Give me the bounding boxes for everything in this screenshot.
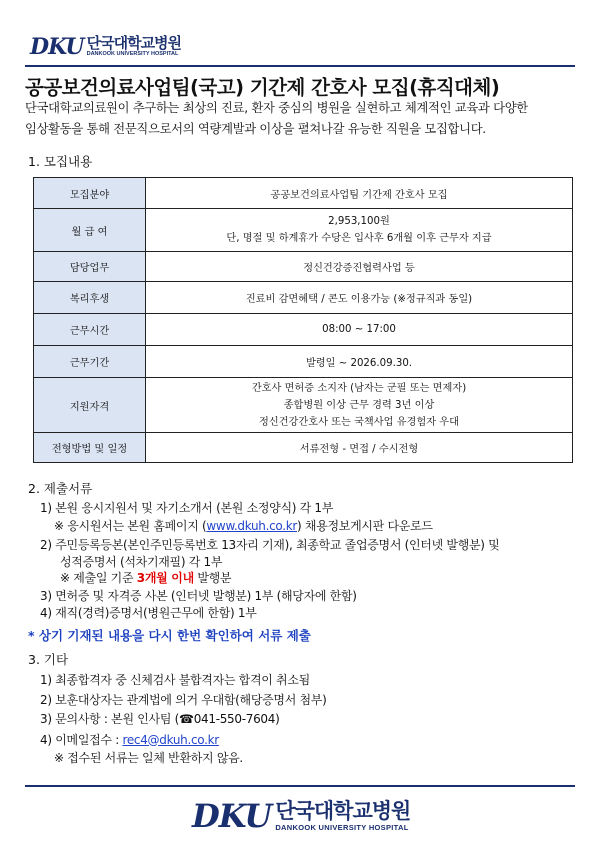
dku-logo-mark: DKU (192, 797, 272, 835)
intro-line: 임상활동을 통해 전문직으로서의 역량계발과 이상을 펼쳐나갈 유능한 직원을 모집합니다. (25, 122, 486, 136)
notice-text: * 상기 기재된 내용을 다시 한번 확인하여 서류 제출 (28, 628, 311, 643)
table-value: 공공보건의료사업팀 기간제 간호사 모집 (146, 178, 573, 209)
section-1-title: 1. 모집내용 (28, 154, 93, 169)
table-value: 2,953,100원 단, 명절 및 하계휴가 수당은 입사후 6개월 이후 근무자 지급 (146, 209, 573, 252)
document-item: 1) 본원 응시지원서 및 자기소개서 (본원 소정양식) 각 1부 (40, 501, 334, 515)
table-row (34, 209, 573, 252)
etc-item: 1) 최종합격자 중 신체검사 불합격자는 합격이 취소됨 (40, 673, 310, 687)
etc-item: 3) 문의사항 : 본원 인사팀 (☎041-550-7604) (40, 712, 280, 726)
table-label: 전형방법 및 일정 (34, 433, 146, 463)
document-item: 2) 주민등록등본(본인주민등록번호 13자리 기재), 최종학교 졸업증명서 (인터넷 발행분) 및 (40, 538, 500, 552)
table-label: 담당업무 (34, 252, 146, 282)
footer-rule (25, 785, 575, 787)
section-2-title: 2. 제출서류 (28, 481, 93, 496)
dku-logo-mark: DKU (30, 34, 84, 60)
hospital-name: 단국대학교병원 (86, 34, 182, 53)
table-value: 간호사 면허증 소지자 (남자는 군필 또는 면제자) 종합병원 이상 근무 경력 3년 이상 정신건강간호사 또는 국책사업 유경험자 우대 (146, 378, 573, 433)
footer-logo (192, 797, 410, 835)
table-label: 복리후생 (34, 282, 146, 314)
table-value: 08:00 ~ 17:00 (146, 314, 573, 346)
hospital-name-english: DANKOOK UNIVERSITY HOSPITAL (275, 822, 409, 832)
table-label: 모집분야 (34, 178, 146, 209)
table-value: 발령일 ~ 2026.09.30. (146, 346, 573, 378)
documents-list (40, 500, 499, 622)
intro-text (25, 98, 585, 140)
table-value: 서류전형 - 면접 / 수시전형 (146, 433, 573, 463)
table-row (34, 178, 573, 209)
table-value: 진료비 감면혜택 / 콘도 이용가능 (※정규직과 동일) (146, 282, 573, 314)
document-item: 3) 면허증 및 자격증 사본 (인터넷 발행분) 1부 (해당자에 한함) (40, 588, 357, 603)
etc-note: ※ 접수된 서류는 일체 반환하지 않음. (54, 751, 243, 765)
header-logo (30, 34, 181, 60)
homepage-link[interactable]: www.dkuh.co.kr (206, 518, 298, 533)
table-row (34, 314, 573, 346)
deadline-highlight: 3개월 이내 (136, 571, 194, 585)
table-row (34, 346, 573, 378)
intro-line: 단국대학교의료원이 추구하는 최상의 진료, 환자 중심의 병원을 실현하고 체계적인 교육과 다양한 (25, 101, 528, 115)
hospital-name-english: DANKOOK UNIVERSITY HOSPITAL (86, 51, 179, 58)
table-label: 월 급 여 (34, 209, 146, 252)
etc-list (40, 671, 326, 768)
table-value: 정신건강증진협력사업 등 (146, 252, 573, 282)
table-row (34, 378, 573, 433)
table-row (34, 433, 573, 463)
document-note: ※ 제출일 기준 3개월 이내 발행분 (60, 571, 232, 585)
table-label: 지원자격 (34, 378, 146, 433)
recruitment-table (33, 177, 573, 463)
table-row (34, 252, 573, 282)
header-rule (25, 65, 575, 67)
section-3-title: 3. 기타 (28, 652, 69, 667)
etc-item: 4) 이메일접수 : rec4@dkuh.co.kr (40, 732, 219, 747)
table-label: 근무시간 (34, 314, 146, 346)
hospital-name: 단국대학교병원 (275, 798, 411, 823)
document-item-continued: 성적증명서 (석차기재필) 각 1부 (60, 554, 223, 569)
table-row (34, 282, 573, 314)
page-title: 공공보건의료사업팀(국고) 기간제 간호사 모집(휴직대체) (25, 76, 500, 99)
document-note: ※ 응시원서는 본원 홈페이지 (www.dkuh.co.kr) 채용정보게시판 다운로드 (54, 518, 433, 533)
document-item: 4) 재직(경력)증명서(병원근무에 한함) 1부 (40, 606, 257, 620)
etc-item: 2) 보훈대상자는 관계법에 의거 우대함(해당증명서 첨부) (40, 692, 327, 707)
table-label: 근무기간 (34, 346, 146, 378)
email-link[interactable]: rec4@dkuh.co.kr (122, 732, 219, 747)
